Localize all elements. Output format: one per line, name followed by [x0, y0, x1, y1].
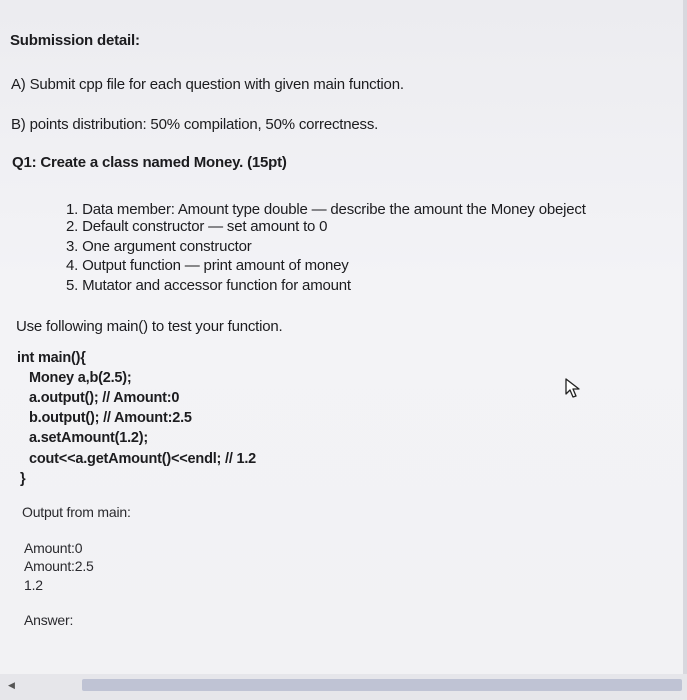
mouse-pointer-icon: [563, 377, 585, 399]
code-line: }: [20, 471, 26, 487]
code-line: a.output(); // Amount:0: [29, 390, 180, 406]
code-line: a.setAmount(1.2);: [29, 430, 149, 446]
question-title: Q1: Create a class named Money. (15pt): [12, 154, 287, 171]
instruction-text: Use following main() to test your function.: [16, 318, 283, 335]
output-line: Amount:0: [24, 540, 83, 556]
answer-label: Answer:: [24, 612, 74, 628]
output-label: Output from main:: [22, 504, 131, 520]
code-line: b.output(); // Amount:2.5: [29, 410, 192, 426]
code-line: int main(){: [17, 350, 86, 366]
requirement-item: 1. Data member: Amount type double — describe the amount the Money obeject: [66, 201, 586, 218]
item-b: B) points distribution: 50% compilation, 50% correctness.: [11, 116, 379, 133]
requirement-item: 3. One argument constructor: [66, 238, 252, 255]
requirement-item: 5. Mutator and accessor function for amount: [66, 277, 351, 294]
scroll-left-icon[interactable]: ◀: [8, 680, 15, 690]
page-edge: [683, 0, 687, 700]
code-line: cout<<a.getAmount()<<endl; // 1.2: [29, 451, 257, 467]
output-line: Amount:2.5: [24, 558, 94, 574]
output-line: 1.2: [24, 577, 43, 593]
code-line: Money a,b(2.5);: [29, 370, 132, 386]
item-a: A) Submit cpp file for each question with given main function.: [11, 76, 404, 93]
requirement-item: 2. Default constructor — set amount to 0: [66, 218, 328, 235]
horizontal-scrollbar[interactable]: [82, 679, 682, 691]
submission-heading: Submission detail:: [10, 32, 140, 49]
requirement-item: 4. Output function — print amount of money: [66, 257, 349, 274]
